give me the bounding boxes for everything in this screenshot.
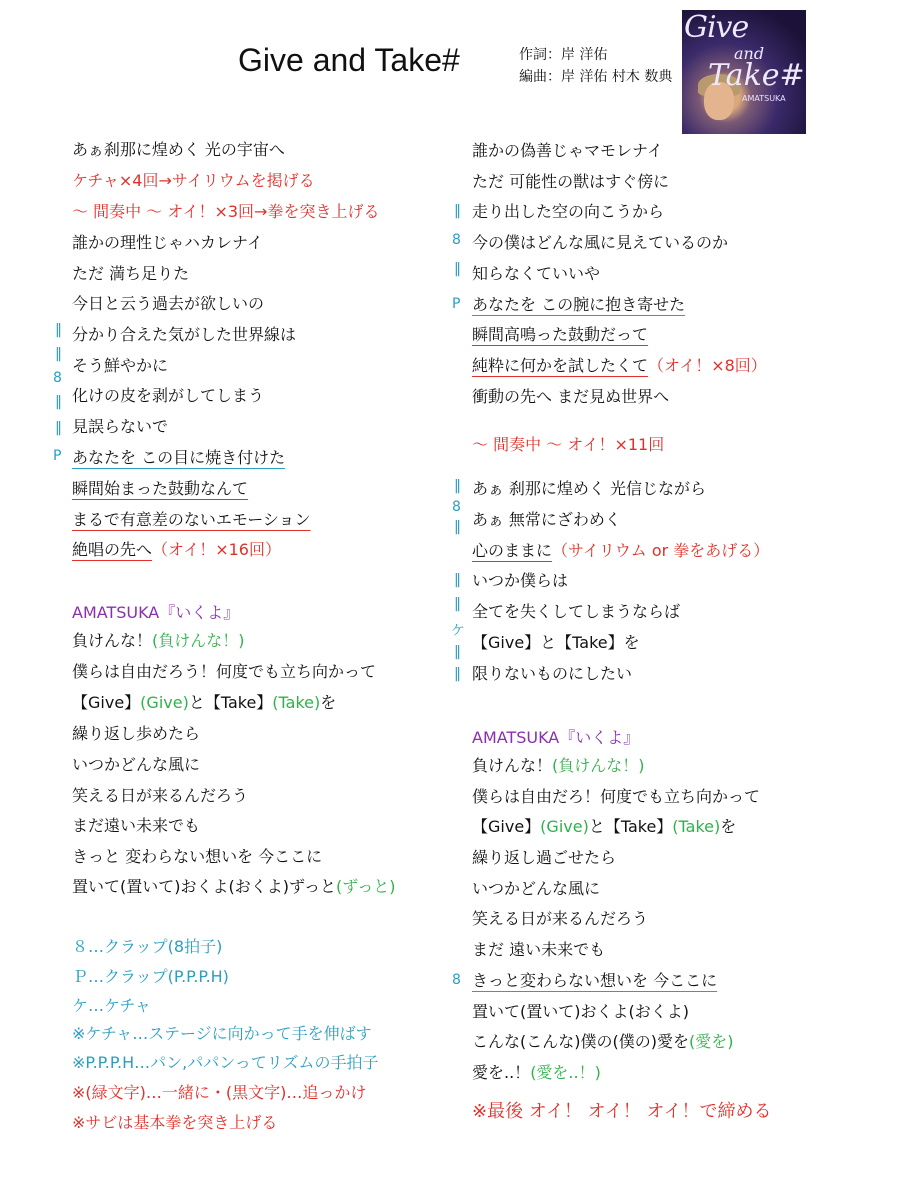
lyric-line: 衝動の先へ まだ見ぬ世界へ xyxy=(472,387,670,406)
call-together: (Give) xyxy=(540,817,589,836)
marker-bar: ‖ xyxy=(454,644,461,660)
lyric-line xyxy=(472,355,767,377)
call-together: (負けんな！) xyxy=(552,756,645,775)
lyric-line: まだ 遠い未来でも xyxy=(472,940,606,959)
lyric-line: そう鮮やかに xyxy=(72,356,169,375)
marker-ke: ケ xyxy=(451,623,465,639)
music-credit: 編曲：岸 洋佑 村木 数典 xyxy=(519,69,673,85)
lyric-text: 負けんな！ xyxy=(72,631,153,650)
lyrics-credit: 作詞：岸 洋佑 xyxy=(519,47,608,63)
lyric-line: 瞬間高鳴った鼓動だって xyxy=(472,325,649,344)
lyric-text: 【Give】 xyxy=(472,817,541,836)
lyric-line: 置いて(置いて)おくよ(おくよ) xyxy=(472,1002,689,1021)
marker-bar: ‖ xyxy=(55,394,62,410)
cover-text-give: Give xyxy=(684,10,749,45)
call-note: 〜 間奏中 〜 オイ！×11回 xyxy=(472,435,665,454)
lyric-line: あぁ 無常にざわめく xyxy=(472,510,621,529)
marker-p: P xyxy=(53,448,62,464)
legend-item: ※ケチャ…ステージに向かって手を伸ばす xyxy=(72,1024,372,1043)
marker-bar: ‖ xyxy=(55,420,62,436)
lyric-line xyxy=(472,1031,733,1053)
lyric-line xyxy=(472,1062,601,1084)
lyric-line: 限りないものにしたい xyxy=(472,664,633,683)
lyric-line: 笑える日が来るんだろう xyxy=(72,786,249,805)
marker-bar: ‖ xyxy=(454,596,461,612)
call-together: (愛を) xyxy=(688,1032,734,1051)
lyric-line: 今日と云う過去が欲しいの xyxy=(72,294,265,313)
lyric-line: 走り出した空の向こうから xyxy=(472,202,665,221)
lyric-line xyxy=(72,876,396,898)
lyric-line: あなたを この目に焼き付けた xyxy=(72,448,286,467)
lyric-line: あなたを この腕に抱き寄せた xyxy=(472,295,686,314)
legend-item: ※(緑文字)…一緒に・(黒文字)…追っかけ xyxy=(72,1083,367,1102)
call-together: (負けんな！) xyxy=(152,631,245,650)
lyric-line: まだ遠い未来でも xyxy=(72,816,201,835)
lyric-line: いつか僕らは xyxy=(472,571,569,590)
lyric-text: 【Give】 xyxy=(72,693,141,712)
speaker-line: AMATSUKA『いくよ』 xyxy=(472,728,640,747)
lyric-text: と【Take】 xyxy=(588,817,673,836)
marker-bar: ‖ xyxy=(454,261,461,277)
lyric-text: 置いて(置いて)おくよ(おくよ)ずっと xyxy=(72,877,337,896)
lyric-line: 誰かの偽善じゃマモレナイ xyxy=(472,141,663,160)
legend-item: ※P.P.P.H…パン,パパンってリズムの手拍子 xyxy=(72,1053,379,1072)
call-note: （オイ！×8回） xyxy=(648,356,767,375)
marker-bar: ‖ xyxy=(454,666,461,682)
cover-text-artist: AMATSUKA xyxy=(742,94,786,103)
lyric-text: を xyxy=(320,693,337,712)
lyric-line: いつかどんな風に xyxy=(72,755,201,774)
cover-text-take: Take# xyxy=(708,58,805,93)
call-note: 〜 間奏中 〜 オイ！×3回→拳を突き上げる xyxy=(72,202,380,221)
call-note: （サイリウム or 拳をあげる） xyxy=(552,541,770,560)
lyric-text: こんな(こんな)僕の(僕の)愛を xyxy=(472,1032,689,1051)
lyric-text: と【Take】 xyxy=(188,693,273,712)
call-together: (Take) xyxy=(272,693,321,712)
marker-eight: 8 xyxy=(452,972,461,988)
lyric-line: 繰り返し歩めたら xyxy=(72,724,201,743)
marker-bar: ‖ xyxy=(454,203,461,219)
lyric-text: 純粋に何かを試したくて xyxy=(472,356,649,375)
lyric-line: 繰り返し過ごせたら xyxy=(472,848,617,867)
marker-eight: 8 xyxy=(53,370,62,386)
call-together: (ずっと) xyxy=(336,877,396,896)
lyric-line: ただ 満ち足りた xyxy=(72,264,190,283)
legend-item: ※サビは基本拳を突き上げる xyxy=(72,1113,278,1132)
marker-bar: ‖ xyxy=(454,478,461,494)
lyric-line: 化けの皮を剥がしてしまう xyxy=(72,386,265,405)
lyric-line xyxy=(72,539,281,561)
lyric-line xyxy=(72,630,245,652)
lyric-text: 絶唱の先へ xyxy=(72,540,153,559)
marker-bar: ‖ xyxy=(55,346,62,362)
lyric-line: いつかどんな風に xyxy=(472,879,601,898)
lyric-line: 笑える日が来るんだろう xyxy=(472,909,649,928)
lyric-line: 今の僕はどんな風に見えているのか xyxy=(472,233,729,252)
lyric-text: を xyxy=(720,817,737,836)
call-note: ケチャ×4回→サイリウムを掲げる xyxy=(72,171,315,190)
marker-bar: ‖ xyxy=(55,322,62,338)
lyric-line: まるで有意差のないエモーション xyxy=(72,510,311,529)
marker-p: P xyxy=(452,296,461,312)
call-together: (Give) xyxy=(140,693,189,712)
page-title: Give and Take# xyxy=(238,42,460,78)
call-together: (愛を..！) xyxy=(530,1063,601,1082)
lyric-line: 僕らは自由だろ！何度でも立ち向かって xyxy=(472,787,761,806)
lyric-line: きっと変わらない想いを 今ここに xyxy=(472,971,718,990)
lyric-text: 愛を..！ xyxy=(472,1063,531,1082)
lyric-line: 誰かの理性じゃハカレナイ xyxy=(72,233,263,252)
lyric-line: あぁ 刹那に煌めく 光信じながら xyxy=(472,479,707,498)
final-call-note: ※最後 オイ！ オイ！ オイ！で締める xyxy=(472,1101,772,1122)
lyric-text: 負けんな！ xyxy=(472,756,553,775)
lyric-line: 【Give】と【Take】を xyxy=(472,633,640,652)
lyric-line: きっと 変わらない想いを 今ここに xyxy=(72,847,323,866)
lyric-line: 全てを失くしてしまうならば xyxy=(472,602,681,621)
credits xyxy=(519,44,672,88)
call-note: （オイ！×16回） xyxy=(152,540,281,559)
lyric-line xyxy=(472,755,645,777)
lyric-line: 分かり合えた気がした世界線は xyxy=(72,325,297,344)
speaker-line: AMATSUKA『いくよ』 xyxy=(72,603,240,622)
legend-item: Ｐ…クラップ(P.P.P.H) xyxy=(72,967,229,986)
lyric-line: 僕らは自由だろう！何度でも立ち向かって xyxy=(72,662,377,681)
lyric-line: ただ 可能性の獣はすぐ傍に xyxy=(472,172,670,191)
lyric-line xyxy=(472,816,736,838)
lyric-line: 瞬間始まった鼓動なんて xyxy=(72,479,249,498)
marker-bar: ‖ xyxy=(454,572,461,588)
lyric-line: 知らなくていいや xyxy=(472,264,601,283)
legend-item: ８…クラップ(8拍子) xyxy=(72,937,223,956)
legend-item: ケ…ケチャ xyxy=(72,996,151,1015)
lyric-line xyxy=(472,540,769,562)
lyric-text: 心のままに xyxy=(472,541,553,560)
marker-bar: ‖ xyxy=(454,519,461,535)
cover-text-and: and xyxy=(734,44,765,63)
lyric-line xyxy=(72,692,336,714)
marker-eight: 8 xyxy=(452,499,461,515)
marker-eight: 8 xyxy=(452,232,461,248)
lyric-line: あぁ刹那に煌めく 光の宇宙へ xyxy=(72,140,285,159)
album-cover xyxy=(682,10,806,134)
lyric-line: 見誤らないで xyxy=(72,417,169,436)
call-together: (Take) xyxy=(672,817,721,836)
